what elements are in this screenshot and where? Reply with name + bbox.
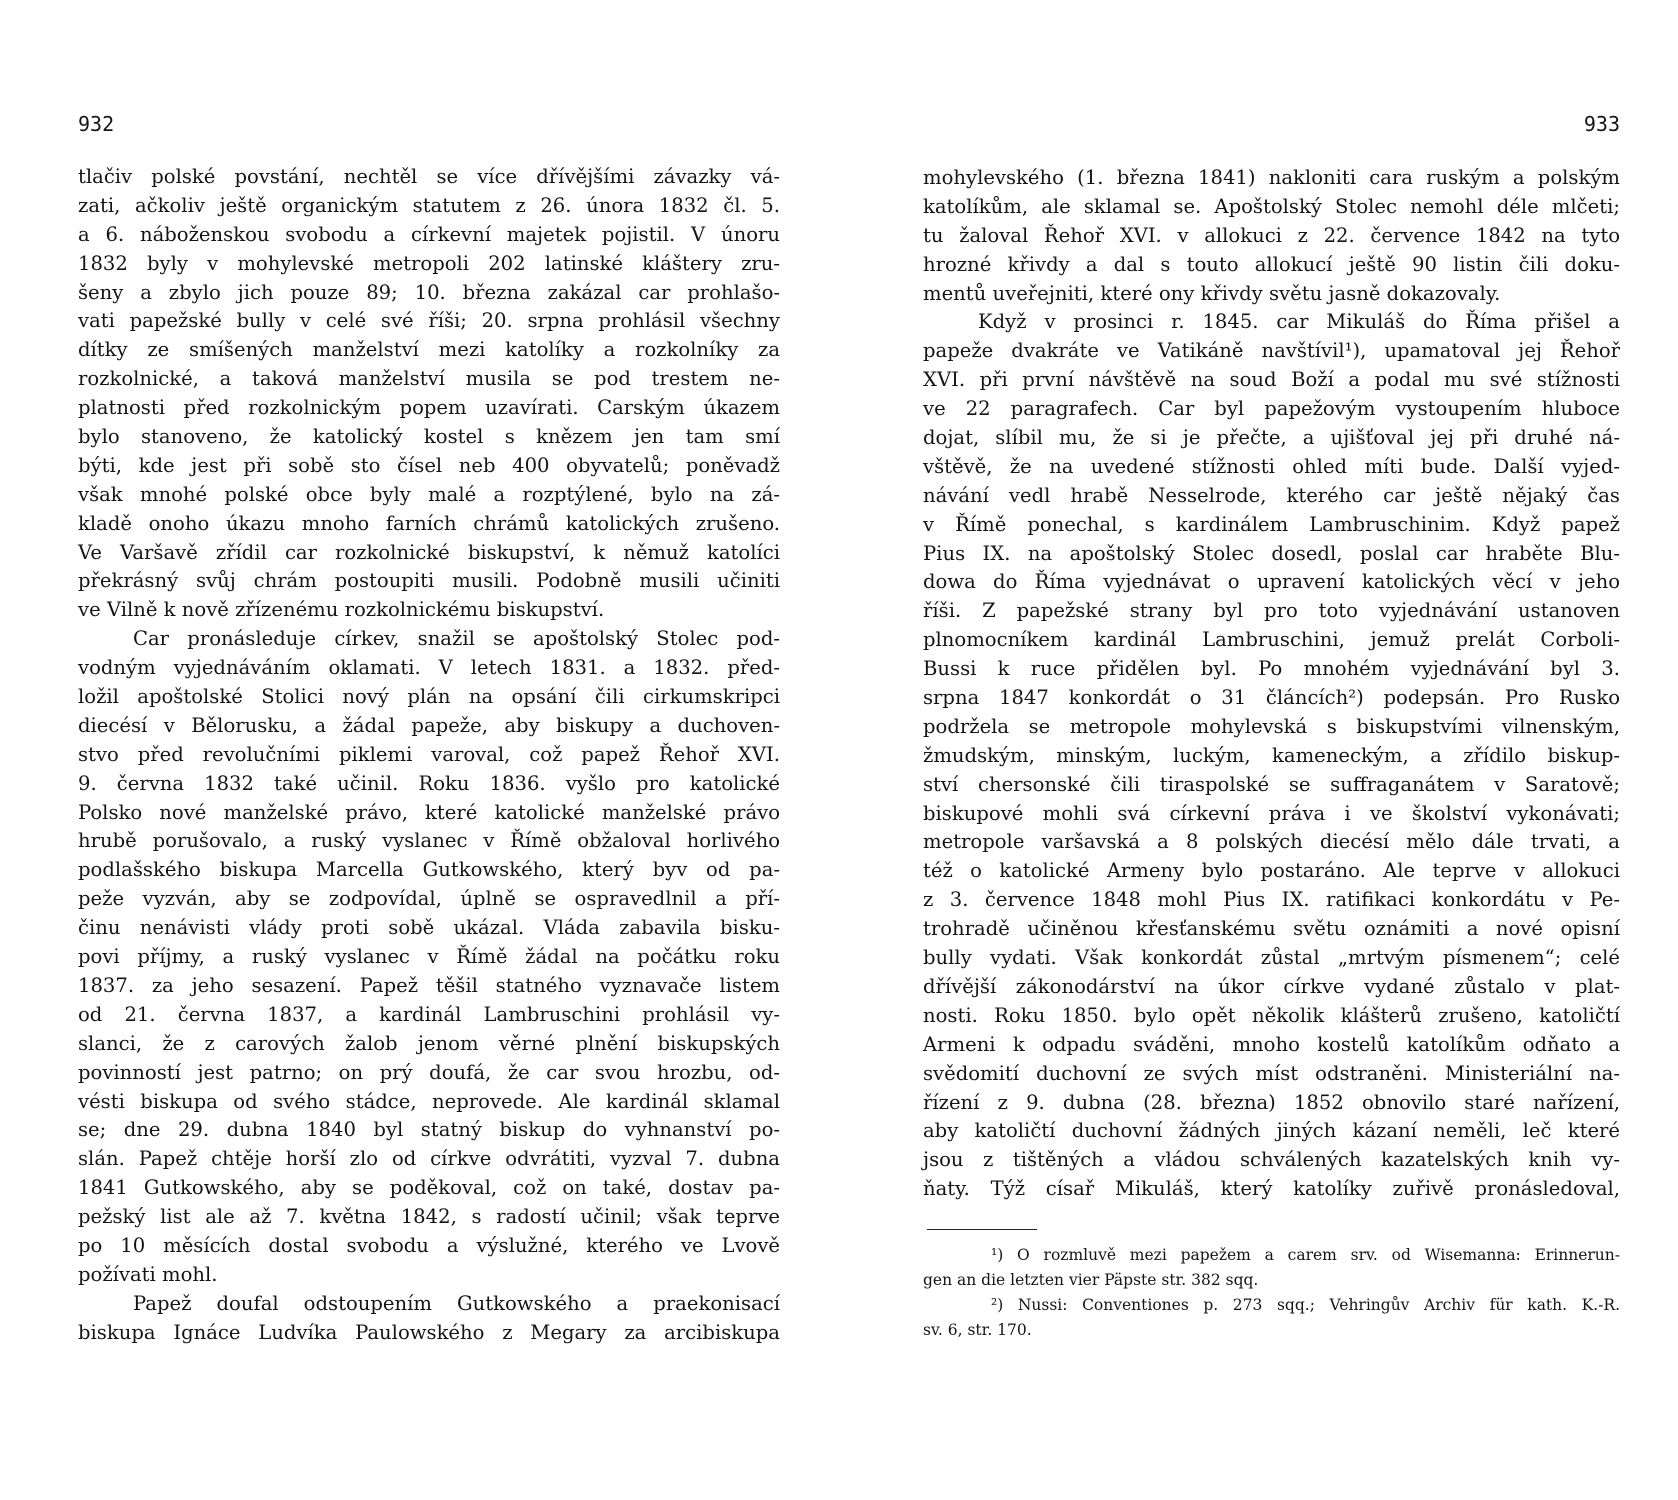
text-line: svědomití duchovní ze svých míst odstraněni. Ministeriální na- — [923, 1061, 1620, 1085]
text-line: Když v prosinci r. 1845. car Mikuláš do Říma přišel a — [978, 310, 1620, 334]
text-line: 1841 Gutkowského, aby se poděkoval, což on také, dostav pa- — [78, 1176, 780, 1200]
text-line: kladě onoho úkazu mnoho farních chrámů katolických zrušeno. — [78, 511, 780, 535]
text-line: pežský list ale až 7. května 1842, s radostí učinil; však teprve — [78, 1205, 780, 1229]
text-line: požívati mohl. — [78, 1262, 218, 1286]
text-line: povi příjmy, a ruský vyslanec v Římě žádal na počátku roku — [78, 945, 780, 969]
text-line: však mnohé polské obce byly malé a rozptýlené, bylo na zá- — [78, 482, 780, 506]
text-line: vodným vyjednáváním oklamati. V letech 1831. a 1832. před- — [78, 656, 780, 680]
text-line: ství chersonské čili tiraspolské se suffraganátem v Saratově; — [923, 772, 1620, 796]
footnote-line: ²) Nussi: Conventiones p. 273 sqq.; Vehringův Archiv für kath. K.-R. — [991, 1296, 1620, 1314]
text-line: vštěvě, že na uvedené stížnosti ohled míti bude. Další vyjed- — [923, 454, 1620, 478]
text-line: hrozné křivdy a dal s touto allokucí ještě 90 listin čili doku- — [923, 252, 1620, 276]
text-line: dítky ze smíšených manželství mezi katolíky a rozkolníky za — [78, 338, 780, 362]
text-line: mohylevského (1. března 1841) nakloniti cara ruským a polským — [923, 166, 1620, 189]
text-line: též o katolické Armeny bylo postaráno. Ale teprve v allokuci — [923, 859, 1620, 883]
text-line: jsou z tištěných a vládou schválených kazatelských knih vy- — [923, 1148, 1620, 1172]
text-line: žmudským, minským, luckým, kameneckým, a zřídilo biskup- — [923, 743, 1620, 767]
text-line: papeže dvakráte ve Vatikáně navštívil¹), upamatoval jej Řehoř — [923, 339, 1620, 363]
text-line: vésti biskupa od svého stádce, neprovede. Ale kardinál sklamal — [78, 1089, 780, 1113]
text-line: povinností jest patrno; on prý doufá, že car svou hrozbu, od- — [78, 1060, 780, 1084]
text-line: bylo stanoveno, že katolický kostel s knězem jen tam smí — [78, 425, 780, 449]
text-line: ve 22 paragrafech. Car byl papežovým vystoupením hluboce — [923, 397, 1620, 421]
text-line: biskupové mohli svá církevní práva i ve školství vykonávati; — [923, 801, 1620, 825]
text-line: trohradě učiněnou křesťanskému světu oznámiti a nové opisní — [923, 917, 1620, 941]
footnotes — [923, 1243, 1620, 1343]
text-line: vati papežské bully v celé své říši; 20. srpna prohlásil všechny — [78, 309, 780, 333]
text-line: aby katoličtí duchovní žádných jiných kázaní neměli, leč které — [923, 1119, 1620, 1143]
text-line: v Římě ponechal, s kardinálem Lambruschinim. Když papež — [923, 512, 1620, 536]
text-line: metropole varšavská a 8 polských diecésí mělo dále trvati, a — [923, 830, 1620, 854]
text-line: 1837. za jeho sesazení. Papež těšil statného vyznavače listem — [78, 973, 780, 997]
text-line: slanci, že z carových žalob jenom věrné plnění biskupských — [78, 1031, 780, 1055]
text-line: Polsko nové manželské právo, které katolické manželské právo — [78, 800, 780, 824]
text-line: dřívější zákonodárství na úkor církve vydané zůstalo v plat- — [923, 974, 1620, 998]
text-line: katolíkům, ale sklamal se. Apoštolský Stolec nemohl déle mlčeti; — [923, 194, 1620, 218]
text-line: biskupa Ignáce Ludvíka Paulowského z Megary za arcibiskupa — [78, 1320, 780, 1344]
text-line: překrásný svůj chrám postoupiti musili. Podobně musili učiniti — [78, 569, 780, 593]
text-line: tu žaloval Řehoř XVI. v allokuci z 22. července 1842 na tyto — [923, 223, 1620, 247]
text-line: nosti. Roku 1850. bylo opět několik klášterů zrušeno, katoličtí — [923, 1003, 1620, 1027]
text-line: mentů uveřejniti, které ony křivdy světu jasně dokazovaly. — [923, 281, 1501, 305]
text-line: bully vydati. Však konkordát zůstal „mrtvým písmenem“; celé — [923, 946, 1620, 970]
text-line: podlašského biskupa Marcella Gutkowského, který byv od pa- — [78, 858, 780, 882]
text-line: Armeni k odpadu sváděni, mnoho kostelů katolíkům odňato a — [923, 1032, 1620, 1056]
text-line: slán. Papež chtěje horší zlo od církve odvrátiti, vyzval 7. dubna — [78, 1147, 780, 1171]
body-text — [923, 164, 1620, 1204]
text-line: dojat, slíbil mu, že si je přečte, a ujišťoval jej při druhé ná- — [923, 426, 1620, 450]
text-line: a 6. náboženskou svobodu a církevní majetek pojistil. V únoru — [78, 222, 780, 246]
text-line: XVI. při první návštěvě na soud Boží a podal mu své stížnosti — [923, 368, 1620, 392]
text-line: tlačiv polské povstání, nechtěl se více dřívějšími závazky vá- — [78, 165, 780, 188]
text-line: Papež doufal odstoupením Gutkowského a praekonisací — [133, 1291, 780, 1315]
text-line: řízení z 9. dubna (28. března) 1852 obnovilo staré nařízení, — [923, 1090, 1620, 1114]
text-line: peže vyzván, aby se zodpovídal, úplně se ospravedlnil a pří- — [78, 887, 780, 911]
text-line: rozkolnické, a taková manželství musila se pod trestem ne- — [78, 367, 780, 391]
text-line: hrubě porušovalo, a ruský vyslanec v Římě obžaloval horlivého — [78, 829, 780, 853]
text-line: plnomocníkem kardinál Lambruschini, jemuž prelát Corboli- — [923, 628, 1620, 652]
text-line: z 3. července 1848 mohl Pius IX. ratifikaci konkordátu v Pe- — [923, 888, 1620, 912]
footnote-line: ¹) O rozmluvě mezi papežem a carem srv. od Wisemanna: Erinnerun- — [991, 1246, 1620, 1264]
text-line: 1832 byly v mohylevské metropoli 202 latinské kláštery zru- — [78, 251, 780, 275]
text-line: Ve Varšavě zřídil car rozkolnické biskupství, k němuž katolíci — [78, 540, 780, 564]
text-line: 9. června 1832 také učinil. Roku 1836. vyšlo pro katolické — [78, 771, 780, 795]
text-line: návání vedl hrabě Nesselrode, kterého car ještě nějaký čas — [923, 483, 1620, 507]
page-number: 932 — [78, 112, 115, 136]
text-line: dowa do Říma vyjednávat o upravení katolických věcí v jeho — [923, 570, 1620, 594]
text-line: činu nenávisti vlády proti sobě ukázal. Vláda zabavila bisku- — [78, 916, 780, 940]
text-line: po 10 měsících dostal svobodu a výslužné, kterého ve Lvově — [78, 1233, 780, 1257]
text-line: od 21. června 1837, a kardinál Lambruschini prohlásil vy- — [78, 1002, 780, 1026]
footnote-rule — [927, 1229, 1037, 1230]
text-line: šeny a zbylo jich pouze 89; 10. března zakázal car prohlašo- — [78, 280, 780, 304]
text-line: býti, kde jest při sobě sto čísel neb 400 obyvatelů; poněvadž — [78, 453, 780, 477]
text-line: stvo před revolučními piklemi varoval, což papež Řehoř XVI. — [78, 742, 780, 766]
text-line: podržela se metropole mohylevská s biskupstvími vilnenským, — [923, 714, 1620, 738]
text-line: se; dne 29. dubna 1840 byl statný biskup do vyhnanství po- — [78, 1118, 780, 1142]
text-line: platnosti před rozkolnickým popem uzavírati. Carským úkazem — [78, 396, 780, 420]
text-line: srpna 1847 konkordát o 31 článcích²) podepsán. Pro Rusko — [923, 686, 1620, 710]
text-line: Pius IX. na apoštolský Stolec dosedl, poslal car hraběte Blu- — [923, 541, 1620, 565]
text-line: ve Vilně k nově zřízenému rozkolnickému biskupství. — [78, 598, 605, 622]
text-line: Car pronásleduje církev, snažil se apoštolský Stolec pod- — [133, 627, 780, 651]
footnote-line: sv. 6, str. 170. — [923, 1321, 1032, 1339]
text-line: ložil apoštolské Stolici nový plán na opsání čili cirkumskripci — [78, 685, 780, 709]
page-number: 933 — [1583, 112, 1620, 136]
text-line: Bussi k ruce přidělen byl. Po mnohém vyjednávání byl 3. — [923, 657, 1620, 681]
text-line: diecésí v Bělorusku, a žádal papeže, aby biskupy a duchoven- — [78, 713, 780, 737]
text-line: zati, ačkoliv ještě organickým statutem z 26. února 1832 čl. 5. — [78, 193, 780, 217]
text-line: říši. Z papežské strany byl pro toto vyjednávání ustanoven — [923, 599, 1620, 623]
footnote-line: gen an die letzten vier Päpste str. 382 sqq. — [923, 1271, 1259, 1289]
body-text — [78, 163, 780, 1348]
text-line: ňaty. Týž císař Mikuláš, který katolíky zuřivě pronásledoval, — [923, 1177, 1620, 1201]
